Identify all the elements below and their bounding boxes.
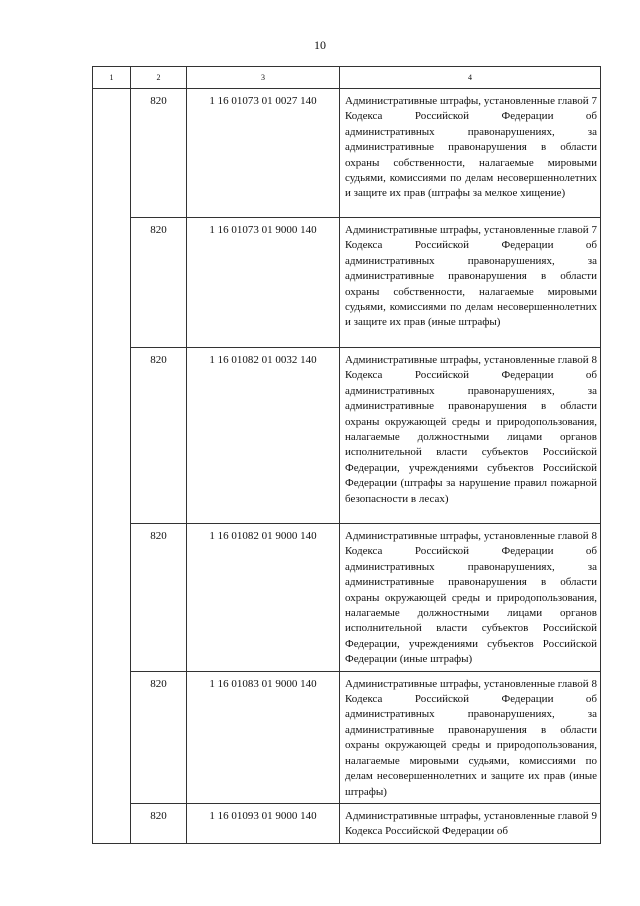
description-cell: Административные штрафы, установленные главой 7 Кодекса Российской Федерации об административных правонарушениях, за административные правонарушения в области охраны собственности, налагаемые мировыми судьями, комиссиями по делам несовершеннолетних и защите их прав (иные штрафы) [340,218,601,348]
budget-code-cell: 1 16 01073 01 9000 140 [187,218,340,348]
empty-column-cell [93,89,131,844]
table-header-row [93,67,601,89]
column-number-1: 1 [93,67,131,89]
budget-code-cell: 1 16 01082 01 9000 140 [187,524,340,672]
column-number-4: 4 [340,67,601,89]
description-cell: Административные штрафы, установленные главой 9 Кодекса Российской Федерации об [340,803,601,843]
budget-code-cell: 1 16 01082 01 0032 140 [187,348,340,524]
table-row [93,218,601,348]
column-number-3: 3 [187,67,340,89]
description-cell: Административные штрафы, установленные главой 8 Кодекса Российской Федерации об административных правонарушениях, за административные правонарушения в области охраны окружающей среды и природопользования, налагаемые мировыми судьями, комиссиями по делам несовершеннолетних и защите их прав (иные штрафы) [340,671,601,803]
description-cell: Административные штрафы, установленные главой 8 Кодекса Российской Федерации об административных правонарушениях, за административные правонарушения в области охраны окружающей среды и природопользования, налагаемые должностными лицами органов исполнительной власти субъектов Российской Федерации, учреждениями субъектов Российской Федерации (иные штрафы) [340,524,601,672]
page-number: 10 [314,38,326,52]
table-row [93,524,601,672]
admin-code-cell: 820 [131,348,187,524]
budget-code-cell: 1 16 01093 01 9000 140 [187,803,340,843]
admin-code-cell: 820 [131,524,187,672]
fines-table [92,66,601,844]
table-row [93,803,601,843]
admin-code-cell: 820 [131,671,187,803]
budget-code-cell: 1 16 01083 01 9000 140 [187,671,340,803]
admin-code-cell: 820 [131,803,187,843]
description-cell: Административные штрафы, установленные главой 8 Кодекса Российской Федерации об административных правонарушениях, за административные правонарушения в области охраны окружающей среды и природопользования, налагаемые должностными лицами органов исполнительной власти субъектов Российской Федерации, учреждениями субъектов Российской Федерации (штрафы за нарушение правил пожарной безопасности в лесах) [340,348,601,524]
admin-code-cell: 820 [131,89,187,218]
admin-code-cell: 820 [131,218,187,348]
table-row [93,89,601,218]
table-row [93,348,601,524]
column-number-2: 2 [131,67,187,89]
budget-code-cell: 1 16 01073 01 0027 140 [187,89,340,218]
description-cell: Административные штрафы, установленные главой 7 Кодекса Российской Федерации об административных правонарушениях, за административные правонарушения в области охраны собственности, налагаемые мировыми судьями, комиссиями по делам несовершеннолетних и защите их прав (штрафы за мелкое хищение) [340,89,601,218]
table-row [93,671,601,803]
